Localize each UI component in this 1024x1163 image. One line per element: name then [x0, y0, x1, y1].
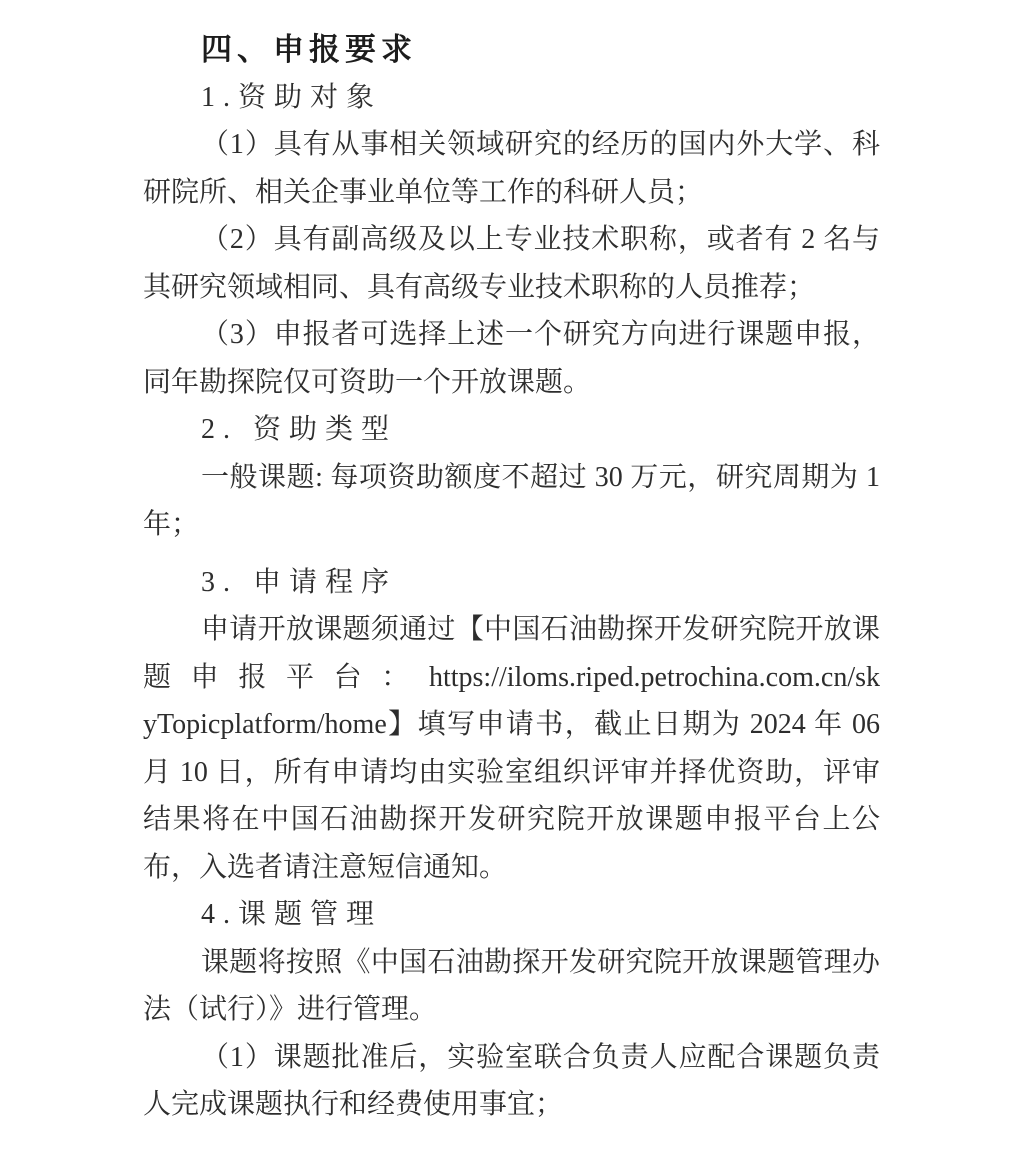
- text-line: 结果将在中国石油勘探开发研究院开放课题申报平台上公: [143, 804, 880, 835]
- subheading-topic-management: 4.课题管理: [201, 899, 383, 930]
- text-line: 年；: [143, 509, 200, 540]
- document-body: [143, 26, 880, 1129]
- text-line: 申请开放课题须通过【中国石油勘探开发研究院开放课: [201, 614, 880, 645]
- text-line: 其研究领域相同、具有高级专业技术职称的人员推荐；: [143, 271, 816, 303]
- text-line: 人完成课题执行和经费使用事宜；: [143, 1089, 564, 1120]
- section-heading: 四、申报要求: [201, 32, 417, 67]
- text-line: 研院所、相关企事业单位等工作的科研人员；: [143, 176, 704, 208]
- subheading-funding-target: 1.资助对象: [201, 81, 383, 113]
- text-line: （1）课题批准后，实验室联合负责人应配合课题负责: [201, 1041, 880, 1073]
- subheading-funding-type: 2. 资助类型: [201, 414, 398, 445]
- text-line: 同年勘探院仅可资助一个开放课题。: [143, 366, 592, 398]
- text-line-url: yTopicplatform/home】填写申请书，截止日期为 2024 年 06: [143, 709, 880, 740]
- text-line: 月 10 日，所有申请均由实验室组织评审并择优资助，评审: [143, 756, 880, 788]
- text-line: 法（试行）》进行管理。: [143, 994, 438, 1025]
- text-line: 一般课题: 每项资助额度不超过 30 万元，研究周期为 1: [201, 461, 880, 493]
- text-line: （2）具有副高级及以上专业技术职称，或者有 2 名与: [201, 224, 880, 255]
- text-line: （1）具有从事相关领域研究的经历的国内外大学、科: [201, 129, 880, 160]
- text-line-url: 题申报平台：https://iloms.riped.petrochina.com.cn/sk: [143, 661, 880, 693]
- text-line: 布，入选者请注意短信通知。: [143, 851, 508, 883]
- subheading-application-procedure: 3. 申请程序: [201, 566, 398, 598]
- text-line: （3）申报者可选择上述一个研究方向进行课题申报，: [201, 319, 880, 350]
- text-line: 课题将按照《中国石油勘探开发研究院开放课题管理办: [201, 946, 880, 978]
